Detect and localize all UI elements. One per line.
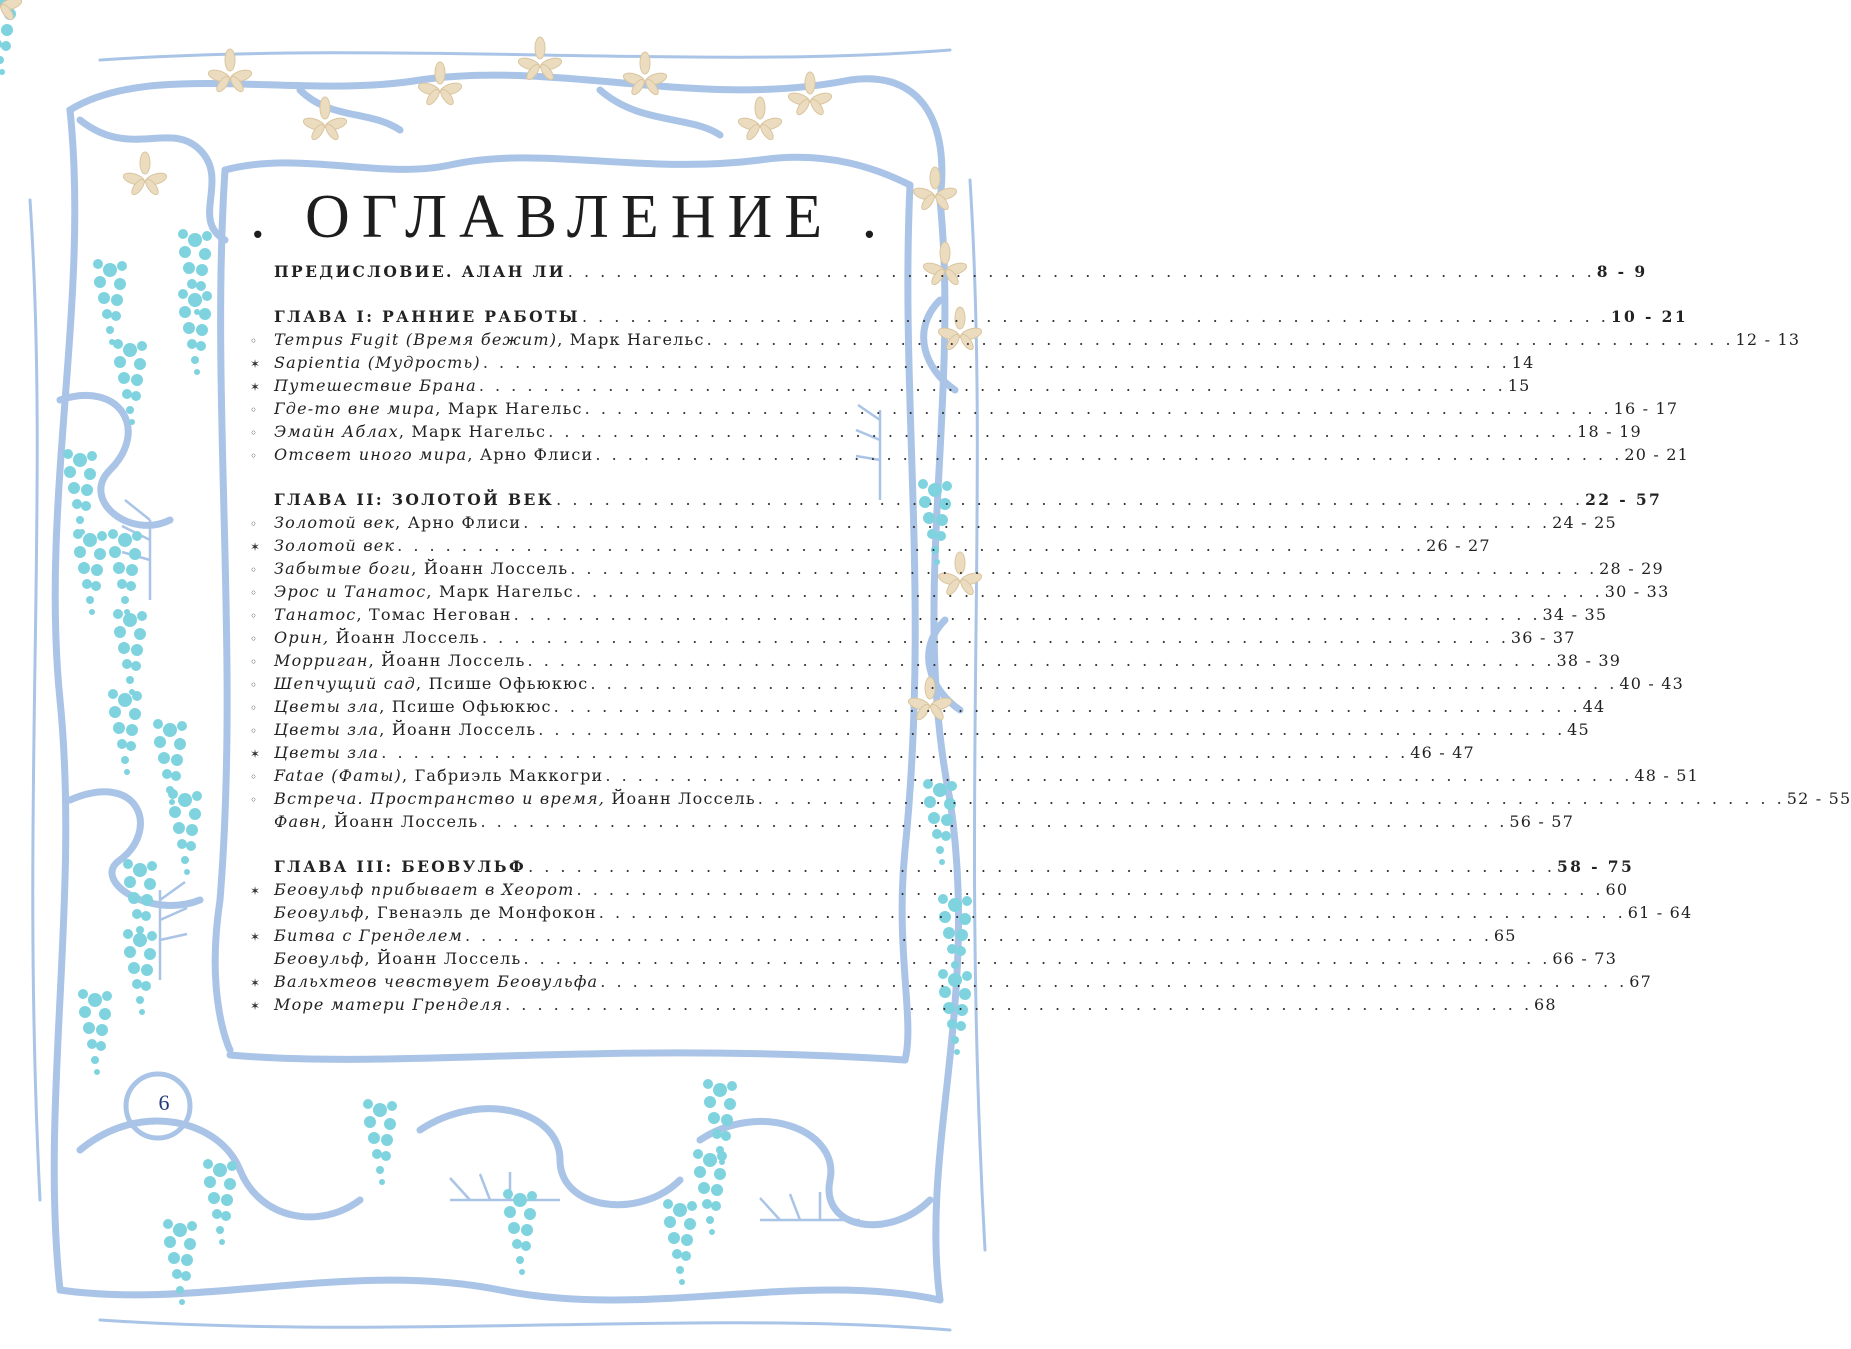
toc-entry xyxy=(250,789,1851,812)
dot-leader: . . . . . . . . . . . . . . . . . . . . . . . . . . . . . . . . . . . . . . . . . . . . . . . . . . . . . . . . . . . . . . . . xyxy=(581,307,1609,326)
toc-marker-icon: ◦ xyxy=(250,793,259,807)
toc-entry-title: Орин, xyxy=(274,628,330,647)
toc-marker-icon: ◦ xyxy=(250,334,259,348)
toc-entry-text xyxy=(274,995,503,1014)
toc-entry xyxy=(250,743,1475,766)
toc-entry xyxy=(250,766,1700,789)
dot-leader: . . . . . . . . . . . . . . . . . . . . . . . . . . . . . . . . . . . . . . . . . . . . . . . . . . . . . . . . . . . . . . . . xyxy=(556,490,1584,509)
toc-entry-text xyxy=(274,559,568,578)
toc-entry-author: , Псише Офьюкюс xyxy=(416,674,589,693)
dot-leader: . . . . . . . . . . . . . . . . . . . . . . . . . . . . . . . . . . . . . . . . . . . . . . . . . . . . . . . . . . . . . . . . xyxy=(553,697,1581,716)
toc-page-range: 10 - 21 xyxy=(1610,307,1689,326)
page-number: 6 xyxy=(158,1090,170,1115)
toc-entry xyxy=(250,880,1629,903)
section-gap xyxy=(250,285,880,307)
toc-page-range: 18 - 19 xyxy=(1577,422,1642,441)
toc-marker-icon: ✶ xyxy=(250,380,262,394)
toc-entry xyxy=(250,422,1642,445)
toc-marker-icon: ◦ xyxy=(250,586,259,600)
dot-leader: . . . . . . . . . . . . . . . . . . . . . . . . . . . . . . . . . . . . . . . . . . . . . . . . . . . . . . . . . . . . . . . . xyxy=(600,972,1628,991)
toc-marker-icon: ✶ xyxy=(250,747,262,761)
toc-entry-text xyxy=(274,720,536,739)
dot-leader: . . . . . . . . . . . . . . . . . . . . . . . . . . . . . . . . . . . . . . . . . . . . . . . . . . . . . . . . . . . . . . . . xyxy=(605,766,1633,785)
toc-entry-title: Цветы зла xyxy=(274,720,380,739)
toc-section-heading xyxy=(250,490,1663,513)
dot-leader: . . . . . . . . . . . . . . . . . . . . . . . . . . . . . . . . . . . . . . . . . . . . . . . . . . . . . . . . . . . . . . . . xyxy=(706,330,1734,349)
dot-leader: . . . . . . . . . . . . . . . . . . . . . . . . . . . . . . . . . . . . . . . . . . . . . . . . . . . . . . . . . . . . . . . . xyxy=(527,651,1555,670)
dot-leader: . . . . . . . . . . . . . . . . . . . . . . . . . . . . . . . . . . . . . . . . . . . . . . . . . . . . . . . . . . . . . . . . xyxy=(567,262,1595,281)
toc-entry-title: Танатос xyxy=(274,605,357,624)
toc-entry xyxy=(250,536,1491,559)
dot-leader: . . . . . . . . . . . . . . . . . . . . . . . . . . . . . . . . . . . . . . . . . . . . . . . . . . . . . . . . . . . . . . . . xyxy=(523,513,1551,532)
toc-page-range: 15 xyxy=(1507,376,1531,395)
toc-entry-text xyxy=(274,445,593,464)
toc-entry-title: Где-то вне мира xyxy=(274,399,436,418)
toc-heading-text: ГЛАВА II: ЗОЛОТОЙ ВЕК xyxy=(274,490,555,509)
toc-entry-title: Вальхтеов чевствует Беовульфа xyxy=(274,972,599,991)
toc-heading-text: ГЛАВА I: РАННИЕ РАБОТЫ xyxy=(274,307,580,326)
toc-entry-text xyxy=(274,812,478,831)
toc-entry xyxy=(250,926,1517,949)
toc-marker-icon: ✶ xyxy=(250,976,262,990)
toc-entry-text xyxy=(274,766,603,785)
toc-entry-title: Sapientia (Мудрость) xyxy=(274,353,481,372)
toc-page-range: 58 - 75 xyxy=(1557,857,1635,876)
toc-entry-author: , Гвенаэль де Монфокон xyxy=(364,903,597,922)
toc-entry-author: , Йоанн Лоссель xyxy=(321,812,479,831)
toc-marker-icon: ✶ xyxy=(250,540,262,554)
toc-marker-icon: ✶ xyxy=(250,884,262,898)
toc-entry xyxy=(250,513,1617,536)
dot-leader: . . . . . . . . . . . . . . . . . . . . . . . . . . . . . . . . . . . . . . . . . . . . . . . . . . . . . . . . . . . . . . . . xyxy=(482,353,1510,372)
toc-entry-title: Цветы зла xyxy=(274,697,380,716)
toc-section-heading xyxy=(250,307,1689,330)
toc-entry-title: Золотой век xyxy=(274,513,396,532)
dot-leader: . . . . . . . . . . . . . . . . . . . . . . . . . . . . . . . . . . . . . . . . . . . . . . . . . . . . . . . . . . . . . . . . xyxy=(523,949,1551,968)
toc-entry xyxy=(250,651,1622,674)
toc-page-range: 36 - 37 xyxy=(1510,628,1576,647)
toc-entry-author: , Марк Нагельс xyxy=(398,422,547,441)
toc-page-range: 26 - 27 xyxy=(1426,536,1491,555)
toc-page-range: 12 - 13 xyxy=(1735,330,1801,349)
dot-leader: . . . . . . . . . . . . . . . . . . . . . . . . . . . . . . . . . . . . . . . . . . . . . . . . . . . . . . . . . . . . . . . . xyxy=(584,399,1612,418)
dot-leader: . . . . . . . . . . . . . . . . . . . . . . . . . . . . . . . . . . . . . . . . . . . . . . . . . . . . . . . . . . . . . . . . xyxy=(480,812,1508,831)
toc-page-range: 34 - 35 xyxy=(1542,605,1608,624)
toc-page-range: 52 - 55 xyxy=(1786,789,1851,808)
dot-leader: . . . . . . . . . . . . . . . . . . . . . . . . . . . . . . . . . . . . . . . . . . . . . . . . . . . . . . . . . . . . . . . . xyxy=(505,995,1533,1014)
toc-entry-text xyxy=(274,674,588,693)
toc-page-range: 28 - 29 xyxy=(1599,559,1664,578)
section-gap xyxy=(250,835,880,857)
toc-marker-icon: ◦ xyxy=(250,701,259,715)
dot-leader: . . . . . . . . . . . . . . . . . . . . . . . . . . . . . . . . . . . . . . . . . . . . . . . . . . . . . . . . . . . . . . . . xyxy=(548,422,1576,441)
toc-entry xyxy=(250,995,1557,1018)
toc-page-range: 61 - 64 xyxy=(1627,903,1693,922)
toc-page-range: 56 - 57 xyxy=(1509,812,1575,831)
toc-entry xyxy=(250,903,1693,926)
toc-page-range: 66 - 73 xyxy=(1552,949,1618,968)
dot-leader: . . . . . . . . . . . . . . . . . . . . . . . . . . . . . . . . . . . . . . . . . . . . . . . . . . . . . . . . . . . . . . . . xyxy=(570,559,1598,578)
toc-entry-text xyxy=(274,513,521,532)
dot-leader: . . . . . . . . . . . . . . . . . . . . . . . . . . . . . . . . . . . . . . . . . . . . . . . . . . . . . . . . . . . . . . . . xyxy=(538,720,1566,739)
toc-marker-icon: ◦ xyxy=(250,632,259,646)
toc-page-range: 48 - 51 xyxy=(1634,766,1700,785)
dot-leader: . . . . . . . . . . . . . . . . . . . . . . . . . . . . . . . . . . . . . . . . . . . . . . . . . . . . . . . . . . . . . . . . xyxy=(397,536,1425,555)
toc-entry-text xyxy=(274,789,756,808)
toc-entry-title: Встреча. Пространство и время, xyxy=(274,789,606,808)
toc-entry-author: , Арно Флиси xyxy=(395,513,522,532)
toc-marker-icon: ✶ xyxy=(250,999,262,1013)
toc-entry-text xyxy=(274,628,480,647)
toc-entry-title: Беовульф прибывает в Хеорот xyxy=(274,880,575,899)
toc-entry-text xyxy=(274,605,512,624)
toc-marker-icon: ◦ xyxy=(250,426,259,440)
toc-entry-author: , Йоанн Лоссель xyxy=(368,651,526,670)
toc-entry-text xyxy=(274,903,597,922)
dot-leader: . . . . . . . . . . . . . . . . . . . . . . . . . . . . . . . . . . . . . . . . . . . . . . . . . . . . . . . . . . . . . . . . xyxy=(757,789,1785,808)
toc-entry-title: Цветы зла xyxy=(274,743,380,762)
toc-entry-text xyxy=(274,582,574,601)
toc-page-range: 16 - 17 xyxy=(1613,399,1679,418)
dot-leader: . . . . . . . . . . . . . . . . . . . . . . . . . . . . . . . . . . . . . . . . . . . . . . . . . . . . . . . . . . . . . . . . xyxy=(528,857,1555,876)
toc-entry xyxy=(250,949,1618,972)
dot-leader: . . . . . . . . . . . . . . . . . . . . . . . . . . . . . . . . . . . . . . . . . . . . . . . . . . . . . . . . . . . . . . . . xyxy=(598,903,1626,922)
toc-heading-text: ПРЕДИСЛОВИЕ. АЛАН ЛИ xyxy=(274,262,566,281)
toc-entry xyxy=(250,353,1535,376)
toc-page-range: 24 - 25 xyxy=(1552,513,1617,532)
dot-leader: . . . . . . . . . . . . . . . . . . . . . . . . . . . . . . . . . . . . . . . . . . . . . . . . . . . . . . . . . . . . . . . . xyxy=(513,605,1541,624)
toc-entry-author: , Марк Нагельс xyxy=(426,582,574,601)
toc-page-range: 38 - 39 xyxy=(1556,651,1622,670)
toc-entry xyxy=(250,697,1606,720)
toc-entry-title: Шепчущий сад xyxy=(274,674,417,693)
toc-entry-text xyxy=(274,880,575,899)
page-title: . ОГЛАВЛЕНИЕ . xyxy=(250,183,890,251)
toc-entry xyxy=(250,445,1690,468)
toc-marker-icon: ◦ xyxy=(250,517,259,531)
section-gap xyxy=(250,468,880,490)
toc-entry xyxy=(250,628,1576,651)
dot-leader: . . . . . . . . . . . . . . . . . . . . . . . . . . . . . . . . . . . . . . . . . . . . . . . . . . . . . . . . . . . . . . . . xyxy=(381,743,1409,762)
toc-section-heading xyxy=(250,857,1635,880)
toc-page-range: 14 xyxy=(1511,353,1535,372)
dot-leader: . . . . . . . . . . . . . . . . . . . . . . . . . . . . . . . . . . . . . . . . . . . . . . . . . . . . . . . . . . . . . . . . xyxy=(595,445,1623,464)
toc-entry xyxy=(250,720,1590,743)
toc-page-range: 68 xyxy=(1534,995,1557,1014)
toc-entry-title: Море матери Гренделя xyxy=(274,995,504,1014)
toc-entry xyxy=(250,674,1685,697)
dot-leader: . . . . . . . . . . . . . . . . . . . . . . . . . . . . . . . . . . . . . . . . . . . . . . . . . . . . . . . . . . . . . . . . xyxy=(576,880,1604,899)
toc-entry-title: Путешествие Брана xyxy=(274,376,477,395)
toc-marker-icon: ✶ xyxy=(250,357,262,371)
toc-entry-text xyxy=(274,536,395,555)
toc-page-range: 30 - 33 xyxy=(1604,582,1670,601)
toc-entry-title: Морриган xyxy=(274,651,369,670)
table-of-contents xyxy=(250,262,1851,1018)
toc-page-range: 8 - 9 xyxy=(1596,262,1648,281)
toc-entry xyxy=(250,605,1608,628)
toc-entry-text xyxy=(274,353,481,372)
toc-entry-author: , Габриэль Маккогри xyxy=(402,766,604,785)
toc-entry-title: Золотой век xyxy=(274,536,396,555)
toc-heading-text: ГЛАВА III: БЕОВУЛЬФ xyxy=(274,857,527,876)
toc-entry-title: Беовульф xyxy=(274,949,365,968)
toc-marker-icon: ◦ xyxy=(250,678,259,692)
toc-entry-title: Эмайн Аблах xyxy=(274,422,399,441)
toc-entry xyxy=(250,972,1652,995)
toc-entry-title: Битва с Гренделем xyxy=(274,926,463,945)
toc-marker-icon: ✶ xyxy=(250,930,262,944)
toc-entry-author: , Псише Офьюкюс xyxy=(379,697,552,716)
toc-entry-text xyxy=(274,697,552,716)
toc-entry-author: , Йоанн Лоссель xyxy=(411,559,569,578)
toc-entry-author: Йоанн Лоссель xyxy=(605,789,756,808)
toc-entry-title: Беовульф xyxy=(274,903,365,922)
toc-entry-author: , Йоанн Лоссель xyxy=(379,720,537,739)
toc-entry-text xyxy=(274,399,583,418)
toc-entry-title: Фавн xyxy=(274,812,322,831)
toc-entry-title: Забытые боги xyxy=(274,559,412,578)
toc-marker-icon: ◦ xyxy=(250,609,259,623)
toc-entry-text xyxy=(274,422,546,441)
toc-entry-text xyxy=(274,651,526,670)
toc-entry xyxy=(250,399,1679,422)
toc-entry-author: , Йоанн Лоссель xyxy=(364,949,522,968)
toc-entry xyxy=(250,330,1801,353)
toc-entry-title: Эрос и Танатос xyxy=(274,582,427,601)
toc-page-range: 46 - 47 xyxy=(1410,743,1475,762)
toc-entry-text xyxy=(274,330,705,349)
toc-page-range: 65 xyxy=(1493,926,1517,945)
toc-marker-icon: ◦ xyxy=(250,449,259,463)
toc-entry-text xyxy=(274,926,463,945)
toc-entry-title: Fatae (Фаты) xyxy=(274,766,402,785)
toc-entry-author: , Арно Флиси xyxy=(467,445,594,464)
toc-entry-author: Йоанн Лоссель xyxy=(329,628,480,647)
dot-leader: . . . . . . . . . . . . . . . . . . . . . . . . . . . . . . . . . . . . . . . . . . . . . . . . . . . . . . . . . . . . . . . . xyxy=(465,926,1492,945)
toc-entry-author: , Томас Негован xyxy=(356,605,512,624)
toc-entry-text xyxy=(274,743,379,762)
dot-leader: . . . . . . . . . . . . . . . . . . . . . . . . . . . . . . . . . . . . . . . . . . . . . . . . . . . . . . . . . . . . . . . . xyxy=(481,628,1509,647)
toc-entry-author: , Марк Нагельс xyxy=(557,330,705,349)
toc-page-range: 40 - 43 xyxy=(1619,674,1685,693)
toc-marker-icon: ◦ xyxy=(250,655,259,669)
toc-entry xyxy=(250,812,1575,835)
toc-entry-text xyxy=(274,972,598,991)
toc-marker-icon: ◦ xyxy=(250,770,259,784)
toc-page-range: 60 xyxy=(1605,880,1629,899)
dot-leader: . . . . . . . . . . . . . . . . . . . . . . . . . . . . . . . . . . . . . . . . . . . . . . . . . . . . . . . . . . . . . . . . xyxy=(590,674,1618,693)
dot-leader: . . . . . . . . . . . . . . . . . . . . . . . . . . . . . . . . . . . . . . . . . . . . . . . . . . . . . . . . . . . . . . . . xyxy=(478,376,1506,395)
toc-page-range: 20 - 21 xyxy=(1624,445,1690,464)
toc-page-range: 22 - 57 xyxy=(1585,490,1663,509)
toc-marker-icon: ◦ xyxy=(250,724,259,738)
toc-marker-icon: ◦ xyxy=(250,563,259,577)
toc-entry-title: Отсвет иного мира xyxy=(274,445,468,464)
toc-entry xyxy=(250,376,1531,399)
toc-entry-text xyxy=(274,949,521,968)
toc-entry-text xyxy=(274,376,477,395)
toc-section-heading xyxy=(250,262,1648,285)
toc-marker-icon: ◦ xyxy=(250,403,259,417)
dot-leader: . . . . . . . . . . . . . . . . . . . . . . . . . . . . . . . . . . . . . . . . . . . . . . . . . . . . . . . . . . . . . . . . xyxy=(575,582,1603,601)
toc-page-range: 44 xyxy=(1582,697,1606,716)
toc-entry-author: , Марк Нагельс xyxy=(435,399,583,418)
toc-page-range: 45 xyxy=(1567,720,1590,739)
toc-entry-title: Tempus Fugit (Время бежит) xyxy=(274,330,558,349)
toc-page-range: 67 xyxy=(1629,972,1652,991)
toc-entry xyxy=(250,582,1670,605)
toc-entry xyxy=(250,559,1664,582)
